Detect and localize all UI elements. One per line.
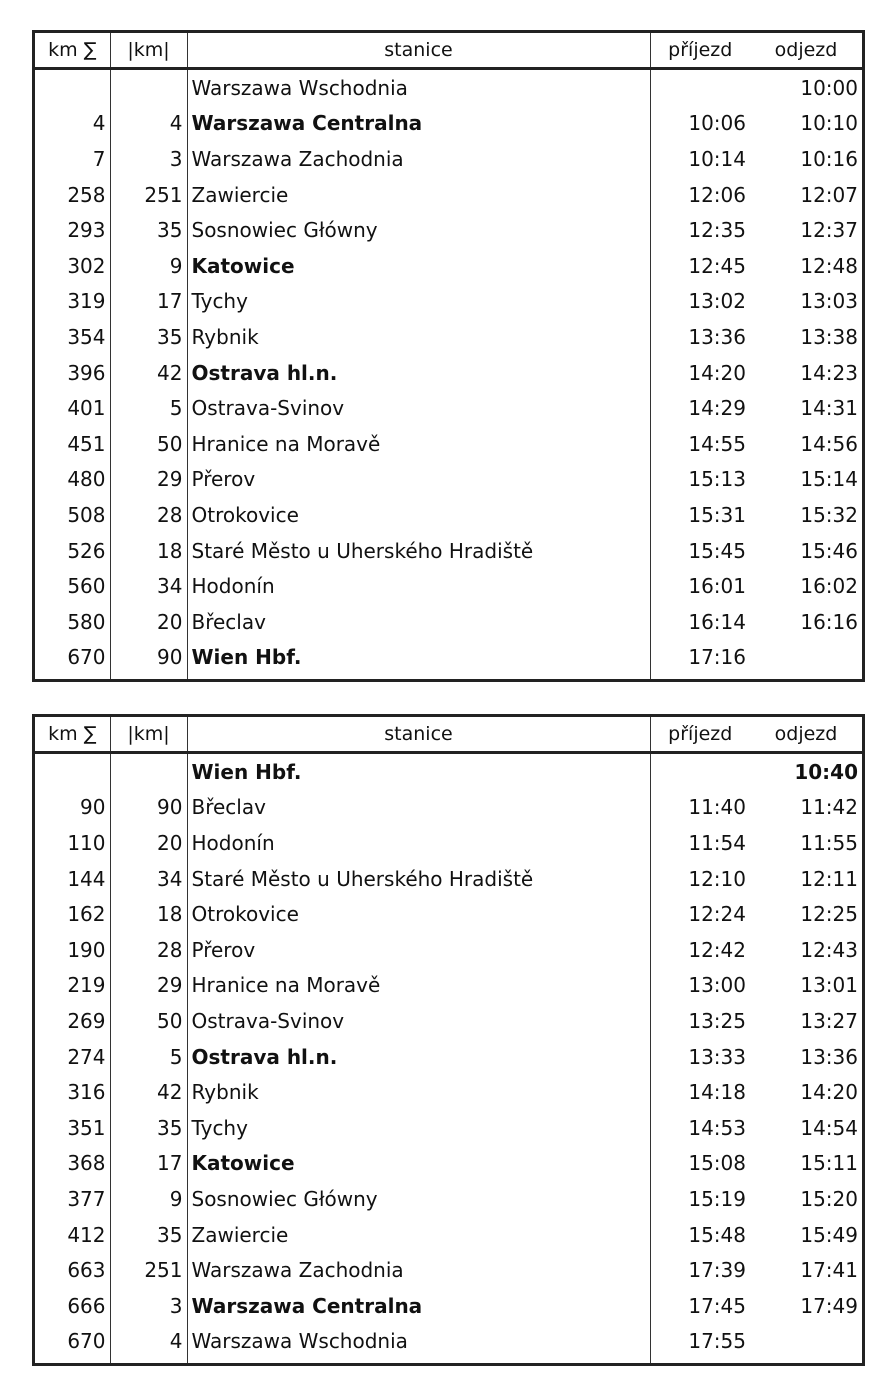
cell-station: Staré Město u Uherského Hradiště (187, 533, 650, 569)
header-row (35, 33, 862, 69)
cell-arrival: 10:14 (688, 146, 746, 171)
header-km-total: km ∑ (35, 717, 110, 753)
timetable-table (35, 717, 862, 1363)
table-row (35, 1146, 862, 1182)
cell-km-segment: 17 (110, 284, 187, 320)
cell-station: Ostrava hl.n. (187, 355, 650, 391)
header-arrival: příjezd (650, 717, 750, 753)
table-row (35, 932, 862, 968)
cell-arrival: 12:42 (688, 937, 746, 962)
table-row (35, 604, 862, 640)
cell-arrival (650, 69, 750, 106)
table-row (35, 640, 862, 680)
cell-station: Warszawa Centralna (187, 1288, 650, 1324)
table-row (35, 426, 862, 462)
cell-departure: 15:46 (800, 538, 858, 563)
cell-departure: 14:54 (800, 1115, 858, 1140)
cell-arrival: 15:31 (688, 502, 746, 527)
cell-departure: 13:01 (800, 973, 858, 998)
cell-departure: 14:20 (800, 1080, 858, 1105)
table-row (35, 1003, 862, 1039)
cell-station: Warszawa Wschodnia (187, 1324, 650, 1364)
cell-arrival: 13:00 (688, 973, 746, 998)
cell-station: Sosnowiec Główny (187, 1181, 650, 1217)
cell-km-total: 480 (35, 462, 110, 498)
cell-km-segment: 34 (110, 568, 187, 604)
cell-km-total: 377 (35, 1181, 110, 1217)
cell-station: Ostrava-Svinov (187, 1003, 650, 1039)
table-row (35, 248, 862, 284)
header-station: stanice (187, 33, 650, 69)
cell-departure: 14:23 (800, 360, 858, 385)
cell-station: Warszawa Zachodnia (187, 141, 650, 177)
cell-km-segment: 28 (110, 497, 187, 533)
cell-departure (750, 1324, 862, 1364)
cell-km-segment: 251 (110, 1252, 187, 1288)
header-departure: odjezd (750, 717, 862, 753)
cell-departure: 11:55 (800, 830, 858, 855)
cell-km-total: 451 (35, 426, 110, 462)
cell-km-total: 670 (35, 1324, 110, 1364)
cell-km-total: 319 (35, 284, 110, 320)
table-row (35, 390, 862, 426)
cell-arrival: 12:06 (688, 182, 746, 207)
table-row (35, 968, 862, 1004)
table-row (35, 1324, 862, 1364)
cell-km-total: 368 (35, 1146, 110, 1182)
cell-km-segment: 90 (110, 790, 187, 826)
cell-km-total: 258 (35, 177, 110, 213)
cell-km-segment: 50 (110, 426, 187, 462)
cell-km-total: 219 (35, 968, 110, 1004)
table-row (35, 462, 862, 498)
header-station: stanice (187, 717, 650, 753)
cell-km-segment: 35 (110, 1217, 187, 1253)
cell-km-total: 274 (35, 1039, 110, 1075)
cell-arrival: 12:24 (688, 902, 746, 927)
cell-station: Zawiercie (187, 1217, 650, 1253)
table-row (35, 284, 862, 320)
cell-km-total: 302 (35, 248, 110, 284)
cell-departure: 14:31 (800, 396, 858, 421)
cell-arrival: 15:19 (688, 1186, 746, 1211)
cell-km-segment: 18 (110, 896, 187, 932)
cell-arrival: 15:13 (688, 467, 746, 492)
table-row (35, 1110, 862, 1146)
cell-km-total: 269 (35, 1003, 110, 1039)
cell-arrival: 12:10 (688, 866, 746, 891)
cell-departure: 15:14 (800, 467, 858, 492)
cell-km-segment (110, 753, 187, 790)
cell-km-total: 144 (35, 861, 110, 897)
cell-departure: 15:11 (800, 1151, 858, 1176)
cell-km-total: 396 (35, 355, 110, 391)
table-row (35, 141, 862, 177)
cell-km-segment: 18 (110, 533, 187, 569)
cell-station: Katowice (187, 1146, 650, 1182)
cell-departure: 10:10 (800, 111, 858, 136)
cell-km-segment: 20 (110, 604, 187, 640)
cell-km-total: 666 (35, 1288, 110, 1324)
cell-km-total: 670 (35, 640, 110, 680)
cell-km-segment: 34 (110, 861, 187, 897)
timetable-table (35, 33, 862, 679)
timetable-return (32, 714, 865, 1366)
header-km-segment: |km| (110, 717, 187, 753)
cell-km-total: 190 (35, 932, 110, 968)
header-km-segment: |km| (110, 33, 187, 69)
cell-km-total: 560 (35, 568, 110, 604)
table-row (35, 1181, 862, 1217)
cell-arrival: 17:16 (688, 645, 746, 670)
cell-station: Zawiercie (187, 177, 650, 213)
cell-km-total: 508 (35, 497, 110, 533)
cell-km-segment: 9 (110, 248, 187, 284)
cell-station: Rybnik (187, 319, 650, 355)
header-arrival: příjezd (650, 33, 750, 69)
header-departure: odjezd (750, 33, 862, 69)
cell-arrival: 16:01 (688, 574, 746, 599)
table-row (35, 1074, 862, 1110)
cell-arrival: 14:55 (688, 431, 746, 456)
cell-station: Warszawa Zachodnia (187, 1252, 650, 1288)
cell-km-total (35, 753, 110, 790)
cell-station: Přerov (187, 932, 650, 968)
cell-arrival: 10:06 (688, 111, 746, 136)
cell-km-segment: 50 (110, 1003, 187, 1039)
cell-arrival: 17:45 (688, 1293, 746, 1318)
cell-departure: 13:03 (800, 289, 858, 314)
cell-arrival: 11:54 (688, 830, 746, 855)
cell-km-segment: 90 (110, 640, 187, 680)
table-row (35, 533, 862, 569)
cell-arrival: 15:45 (688, 538, 746, 563)
table-row (35, 1039, 862, 1075)
cell-departure: 12:11 (800, 866, 858, 891)
cell-km-segment: 20 (110, 825, 187, 861)
cell-station: Wien Hbf. (187, 640, 650, 680)
table-row (35, 106, 862, 142)
table-row (35, 319, 862, 355)
table-row (35, 568, 862, 604)
cell-departure: 15:20 (800, 1186, 858, 1211)
cell-km-segment: 251 (110, 177, 187, 213)
cell-station: Katowice (187, 248, 650, 284)
cell-km-total: 351 (35, 1110, 110, 1146)
cell-station: Ostrava hl.n. (187, 1039, 650, 1075)
cell-arrival (650, 753, 750, 790)
cell-departure: 12:25 (800, 902, 858, 927)
cell-departure: 10:40 (794, 759, 858, 784)
cell-km-segment: 42 (110, 1074, 187, 1110)
cell-km-segment: 35 (110, 319, 187, 355)
cell-station: Ostrava-Svinov (187, 390, 650, 426)
cell-departure: 16:02 (800, 574, 858, 599)
cell-station: Warszawa Wschodnia (187, 69, 650, 106)
table-row (35, 1288, 862, 1324)
table-row (35, 497, 862, 533)
cell-arrival: 13:25 (688, 1008, 746, 1033)
cell-departure: 13:27 (800, 1008, 858, 1033)
cell-arrival: 14:18 (688, 1080, 746, 1105)
cell-departure: 12:48 (800, 253, 858, 278)
cell-departure: 12:43 (800, 937, 858, 962)
cell-km-segment: 5 (110, 390, 187, 426)
cell-km-total: 7 (35, 141, 110, 177)
table-row (35, 1217, 862, 1253)
cell-km-total: 316 (35, 1074, 110, 1110)
cell-km-total: 526 (35, 533, 110, 569)
cell-km-segment: 4 (110, 1324, 187, 1364)
cell-departure: 15:32 (800, 502, 858, 527)
cell-km-segment: 17 (110, 1146, 187, 1182)
cell-arrival: 11:40 (688, 795, 746, 820)
cell-km-segment: 35 (110, 212, 187, 248)
cell-km-total: 663 (35, 1252, 110, 1288)
cell-arrival: 14:20 (688, 360, 746, 385)
cell-km-segment (110, 69, 187, 106)
cell-station: Warszawa Centralna (187, 106, 650, 142)
cell-arrival: 12:35 (688, 218, 746, 243)
cell-arrival: 12:45 (688, 253, 746, 278)
cell-station: Sosnowiec Główny (187, 212, 650, 248)
cell-departure: 14:56 (800, 431, 858, 456)
table-row (35, 861, 862, 897)
cell-station: Tychy (187, 284, 650, 320)
cell-arrival: 13:36 (688, 324, 746, 349)
cell-station: Tychy (187, 1110, 650, 1146)
cell-departure: 15:49 (800, 1222, 858, 1247)
cell-arrival: 15:08 (688, 1151, 746, 1176)
cell-station: Břeclav (187, 604, 650, 640)
cell-arrival: 15:48 (688, 1222, 746, 1247)
cell-km-total: 90 (35, 790, 110, 826)
cell-km-segment: 28 (110, 932, 187, 968)
cell-km-total: 110 (35, 825, 110, 861)
cell-departure: 16:16 (800, 609, 858, 634)
table-row (35, 825, 862, 861)
cell-arrival: 13:33 (688, 1044, 746, 1069)
cell-km-segment: 9 (110, 1181, 187, 1217)
table-row (35, 1252, 862, 1288)
cell-departure: 12:37 (800, 218, 858, 243)
cell-arrival: 17:55 (688, 1329, 746, 1354)
cell-departure: 12:07 (800, 182, 858, 207)
cell-station: Rybnik (187, 1074, 650, 1110)
table-row (35, 177, 862, 213)
cell-km-total: 412 (35, 1217, 110, 1253)
cell-arrival: 13:02 (688, 289, 746, 314)
cell-station: Staré Město u Uherského Hradiště (187, 861, 650, 897)
cell-departure: 17:41 (800, 1258, 858, 1283)
cell-station: Hranice na Moravě (187, 426, 650, 462)
cell-km-total: 162 (35, 896, 110, 932)
cell-km-total (35, 69, 110, 106)
cell-km-segment: 29 (110, 968, 187, 1004)
header-row (35, 717, 862, 753)
cell-arrival: 14:29 (688, 396, 746, 421)
cell-km-segment: 4 (110, 106, 187, 142)
table-row (35, 790, 862, 826)
cell-departure: 10:00 (800, 75, 858, 100)
cell-station: Otrokovice (187, 896, 650, 932)
table-row (35, 69, 862, 106)
cell-station: Hodonín (187, 568, 650, 604)
cell-km-segment: 29 (110, 462, 187, 498)
cell-departure: 11:42 (800, 795, 858, 820)
cell-km-segment: 3 (110, 1288, 187, 1324)
cell-departure: 13:36 (800, 1044, 858, 1069)
cell-km-total: 580 (35, 604, 110, 640)
cell-km-segment: 5 (110, 1039, 187, 1075)
header-km-total: km ∑ (35, 33, 110, 69)
cell-arrival: 17:39 (688, 1258, 746, 1283)
cell-km-total: 293 (35, 212, 110, 248)
cell-station: Otrokovice (187, 497, 650, 533)
cell-departure: 17:49 (800, 1293, 858, 1318)
cell-departure: 10:16 (800, 146, 858, 171)
cell-km-segment: 42 (110, 355, 187, 391)
cell-arrival: 16:14 (688, 609, 746, 634)
timetable-outbound (32, 30, 865, 682)
cell-departure (750, 640, 862, 680)
table-row (35, 753, 862, 790)
table-row (35, 355, 862, 391)
cell-station: Přerov (187, 462, 650, 498)
cell-km-segment: 35 (110, 1110, 187, 1146)
cell-km-total: 4 (35, 106, 110, 142)
cell-arrival: 14:53 (688, 1115, 746, 1140)
table-row (35, 896, 862, 932)
table-row (35, 212, 862, 248)
cell-station: Hodonín (187, 825, 650, 861)
cell-station: Wien Hbf. (187, 753, 650, 790)
cell-km-total: 401 (35, 390, 110, 426)
cell-departure: 13:38 (800, 324, 858, 349)
cell-km-segment: 3 (110, 141, 187, 177)
cell-station: Hranice na Moravě (187, 968, 650, 1004)
cell-station: Břeclav (187, 790, 650, 826)
cell-km-total: 354 (35, 319, 110, 355)
